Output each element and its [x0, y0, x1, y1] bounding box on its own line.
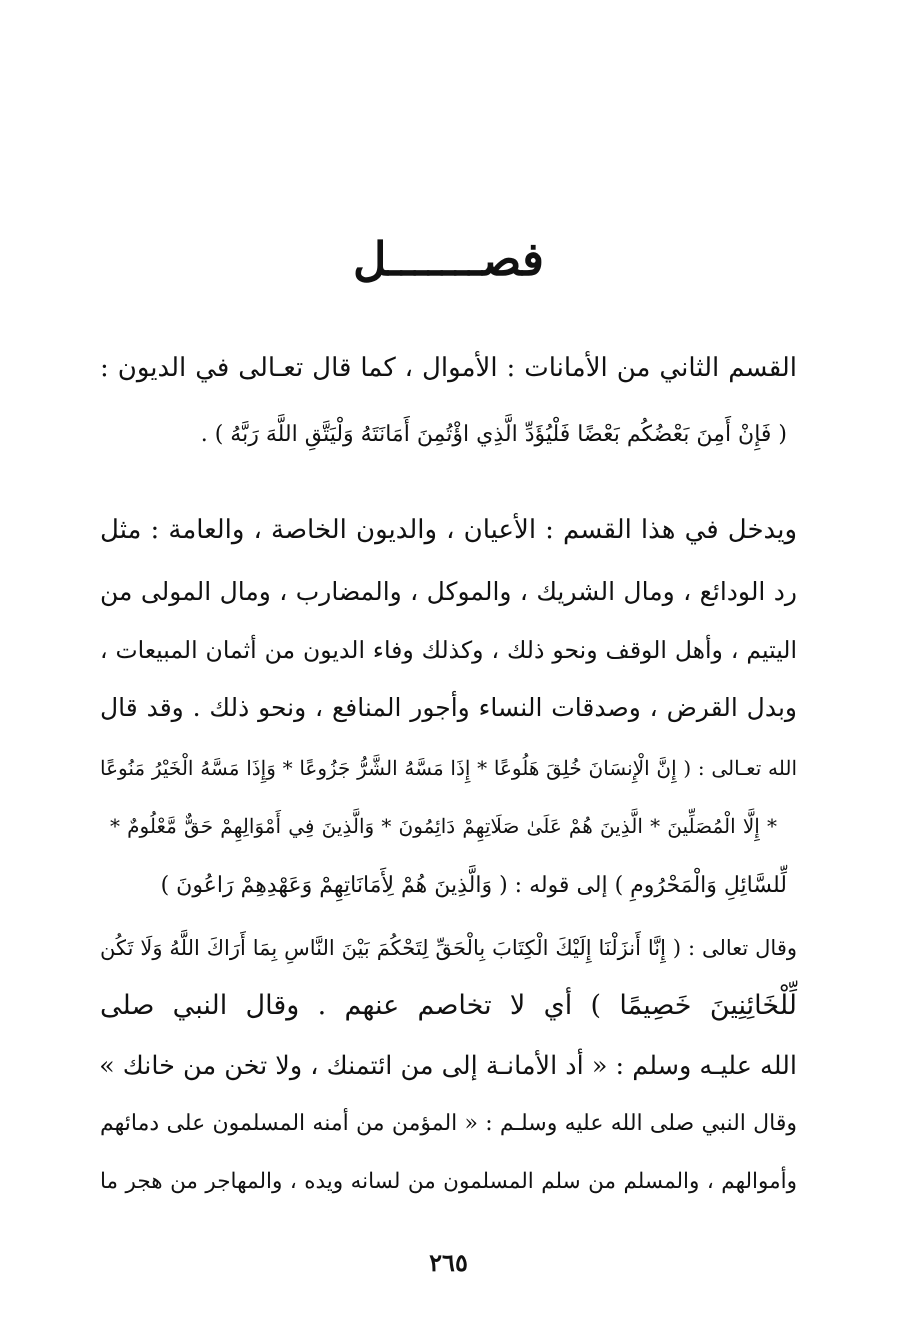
text-line-1: القسم الثاني من الأمانات : الأموال ، كما قال تعـالى في الديون : [100, 353, 797, 383]
text-line-5: اليتيم ، وأهل الوقف ونحو ذلك ، وكذلك وفاء الديون من أثمان المبيعات ، [100, 636, 797, 664]
quran-verse-line-2: الله تعـالى : ( إِنَّ الْإِنسَانَ خُلِقَ هَلُوعًا * إِذَا مَسَّهُ الشَّرُّ جَزُوعًا * وَإِذَا مَسَّهُ الْخَيْرُ مَنُوعًا [100, 756, 797, 780]
text-line-4: رد الودائع ، ومال الشريك ، والموكل ، والمضارب ، ومال المولى من [100, 577, 797, 606]
page-number: ٢٦٥ [429, 1248, 468, 1277]
text-line-14: وأموالهم ، والمسلم من سلم المسلمون من لسانه ويده ، والمهاجر من هجر ما [100, 1169, 797, 1194]
text-line-11: لِّلْخَائِنِينَ خَصِيمًا ) أي لا تخاصم عنهم . وقال النبي صلى [100, 990, 797, 1021]
quran-verse-line-3: * إِلَّا الْمُصَلِّينَ * الَّذِينَ هُمْ عَلَىٰ صَلَاتِهِمْ دَائِمُونَ * وَالَّذِينَ فِي أَمْوَالِهِمْ حَقٌّ مَّعْلُومٌ * [110, 814, 777, 838]
quran-verse-line-4: لِّلسَّائِلِ وَالْمَحْرُومِ ) إلى قوله : ( وَالَّذِينَ هُمْ لِأَمَانَاتِهِمْ وَعَهْدِهِمْ رَاعُونَ ) [160, 873, 787, 898]
quran-verse-line-5: وقال تعالى : ( إِنَّا أَنزَلْنَا إِلَيْكَ الْكِتَابَ بِالْحَقِّ لِتَحْكُمَ بَيْنَ النَّاسِ بِمَا أَرَاكَ اللَّهُ وَلَا تَكُن [100, 936, 797, 960]
text-line-3: ويدخل في هذا القسم : الأعيان ، والديون الخاصة ، والعامة : مثل [100, 515, 797, 545]
quran-verse-line-1: ( فَإِنْ أَمِنَ بَعْضُكُم بَعْضًا فَلْيُؤَدِّ الَّذِي اؤْتُمِنَ أَمَانَتَهُ وَلْيَتَّقِ اللَّهَ رَبَّهُ ) . [200, 422, 787, 447]
text-line-12: الله عليـه وسلم : « أد الأمانـة إلى من ائتمنك ، ولا تخن من خانك » [99, 1051, 797, 1081]
text-line-13: وقال النبي صلى الله عليه وسلـم : « المؤمن من أمنه المسلمون على دمائهم [100, 1111, 797, 1136]
section-heading: فصـــــــل [352, 232, 545, 286]
text-line-6: وبدل القرض ، وصدقات النساء وأجور المنافع ، ونحو ذلك . وقد قال [100, 693, 797, 722]
